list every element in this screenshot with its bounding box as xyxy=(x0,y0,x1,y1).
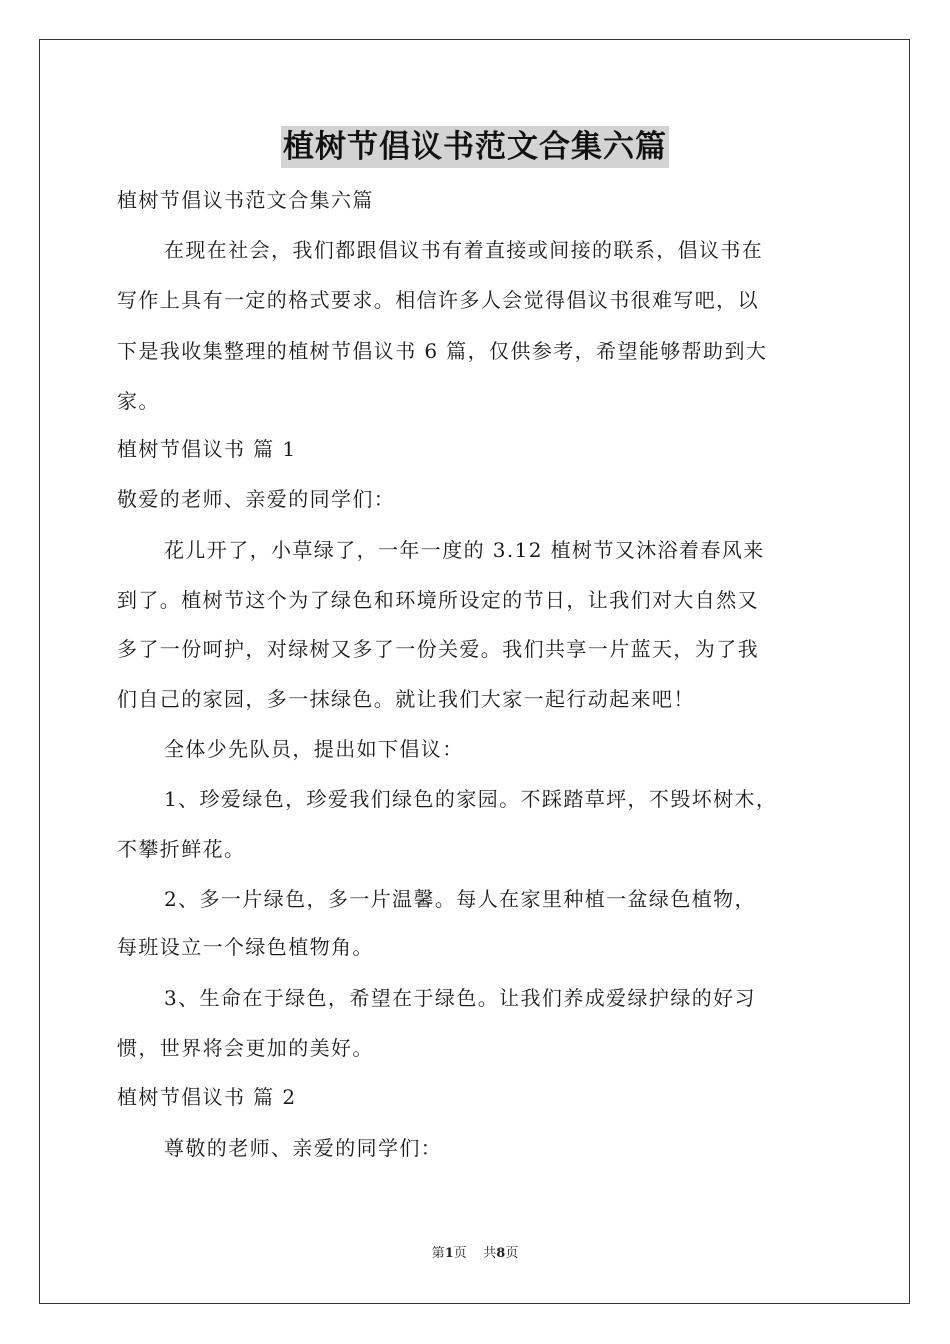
paragraph-line: 花儿开了，小草绿了，一年一度的 3.12 植树节又沐浴着春风来 xyxy=(164,538,765,562)
title-container xyxy=(0,126,950,168)
footer-middle: 页 共 xyxy=(453,1246,497,1261)
total-page-count: 8 xyxy=(496,1246,506,1261)
section-heading: 植树节倡议书 篇 2 xyxy=(117,1085,297,1109)
list-item-line: 2、多一片绿色，多一片温馨。每人在家里种植一盆绿色植物， xyxy=(164,887,756,911)
list-item-line: 每班设立一个绿色植物角。 xyxy=(117,935,374,959)
paragraph-line: 们自己的家园，多一抹绿色。就让我们大家一起行动起来吧！ xyxy=(117,687,695,711)
subtitle-line: 植树节倡议书范文合集六篇 xyxy=(117,188,374,212)
list-item-line: 不攀折鲜花。 xyxy=(117,837,246,861)
paragraph-line: 写作上具有一定的格式要求。相信许多人会觉得倡议书很难写吧，以 xyxy=(117,288,759,312)
current-page-number: 1 xyxy=(444,1246,454,1261)
page-border xyxy=(39,39,910,1304)
salutation-line: 敬爱的老师、亲爱的同学们： xyxy=(117,487,396,511)
document-title: 植树节倡议书范文合集六篇 xyxy=(281,126,669,168)
list-item-line: 惯，世界将会更加的美好。 xyxy=(117,1036,374,1060)
paragraph-line: 在现在社会，我们都跟倡议书有着直接或间接的联系，倡议书在 xyxy=(164,238,764,262)
paragraph-line: 全体少先队员，提出如下倡议： xyxy=(164,737,464,761)
page-footer xyxy=(0,1245,950,1263)
paragraph-line: 多了一份呵护，对绿树又多了一份关爱。我们共享一片蓝天，为了我 xyxy=(117,637,759,661)
list-item-line: 3、生命在于绿色，希望在于绿色。让我们养成爱绿护绿的好习 xyxy=(164,986,756,1010)
list-item-line: 1、珍爱绿色，珍爱我们绿色的家园。不踩踏草坪，不毁坏树木， xyxy=(164,787,778,811)
footer-suffix: 页 xyxy=(505,1246,519,1261)
paragraph-line: 到了。植树节这个为了绿色和环境所设定的节日，让我们对大自然又 xyxy=(117,588,759,612)
paragraph-line: 家。 xyxy=(117,389,160,413)
footer-prefix: 第 xyxy=(431,1246,445,1261)
section-heading: 植树节倡议书 篇 1 xyxy=(117,437,297,461)
salutation-line: 尊敬的老师、亲爱的同学们： xyxy=(164,1136,443,1160)
paragraph-line: 下是我收集整理的植树节倡议书 6 篇，仅供参考，希望能够帮助到大 xyxy=(117,339,768,363)
